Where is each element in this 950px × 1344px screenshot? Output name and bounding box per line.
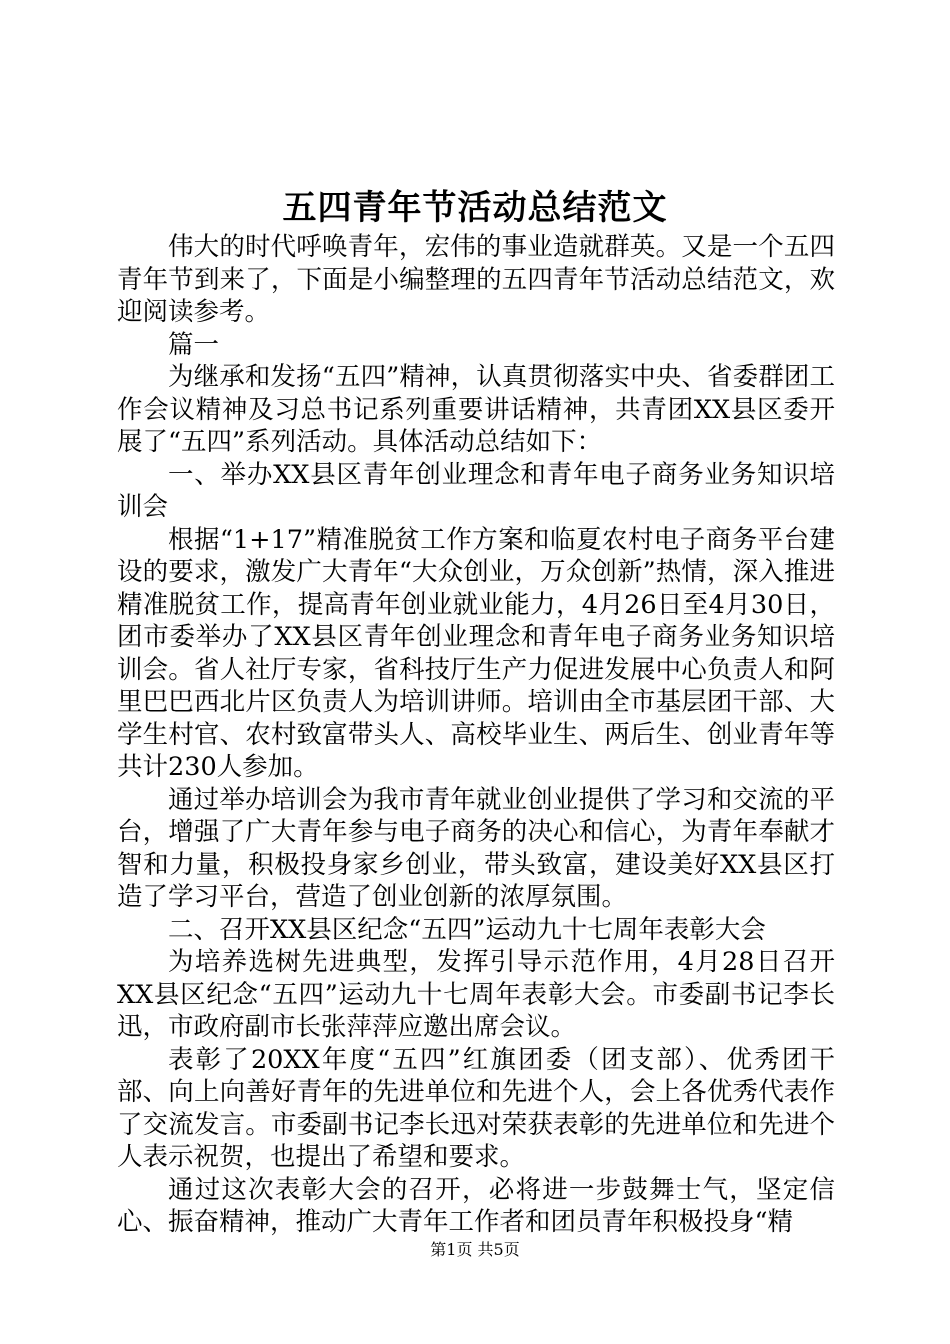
intro-paragraph: 伟大的时代呼唤青年，宏伟的事业造就群英。又是一个五四青年节到来了，下面是小编整理的五四青年节活动总结范文，欢迎阅读参考。 (117, 232, 835, 327)
body-paragraph: 通过这次表彰大会的召开，必将进一步鼓舞士气，坚定信心、振奋精神，推动广大青年工作者和团员青年积极投身“精 (117, 1174, 835, 1237)
body-paragraph: 表彰了20XX年度“五四”红旗团委（团支部）、优秀团干部、向上向善好青年的先进单位和先进个人，会上各优秀代表作了交流发言。市委副书记李长迅对荣获表彰的先进单位和先进个人表示祝贺，也提出了希望和要求。 (117, 1044, 835, 1172)
body-paragraph: 为培养选树先进典型，发挥引导示范作用，4月28日召开XX县区纪念“五四”运动九十七周年表彰大会。市委副书记李长迅，市政府副市长张萍萍应邀出席会议。 (117, 947, 835, 1042)
document-title: 五四青年节活动总结范文 (282, 188, 668, 228)
section-heading: 一、举办XX县区青年创业理念和青年电子商务业务知识培训会 (117, 459, 835, 522)
section-label: 篇一 (168, 329, 220, 360)
document-body (117, 231, 835, 1239)
body-paragraph: 为继承和发扬“五四”精神，认真贯彻落实中央、省委群团工作会议精神及习总书记系列重要讲话精神，共青团XX县区委开展了“五四”系列活动。具体活动总结如下： (117, 362, 835, 457)
page-number-footer: 第1页 共5页 (430, 1240, 520, 1259)
body-paragraph: 通过举办培训会为我市青年就业创业提供了学习和交流的平台，增强了广大青年参与电子商务的决心和信心，为青年奉献才智和力量，积极投身家乡创业，带头致富，建设美好XX县区打造了学习平台，营造了创业创新的浓厚氛围。 (117, 784, 835, 912)
section-heading: 二、召开XX县区纪念“五四”运动九十七周年表彰大会 (168, 914, 766, 945)
body-paragraph: 根据“1+17”精准脱贫工作方案和临夏农村电子商务平台建设的要求，激发广大青年“大众创业，万众创新”热情，深入推进精准脱贫工作，提高青年创业就业能力，4月26日至4月30日，团市委举办了XX县区青年创业理念和青年电子商务业务知识培训会。省人社厅专家，省科技厅生产力促进发展中心负责人和阿里巴巴西北片区负责人为培训讲师。培训由全市基层团干部、大学生村官、农村致富带头人、高校毕业生、两后生、创业青年等共计230人参加。 (117, 524, 835, 782)
